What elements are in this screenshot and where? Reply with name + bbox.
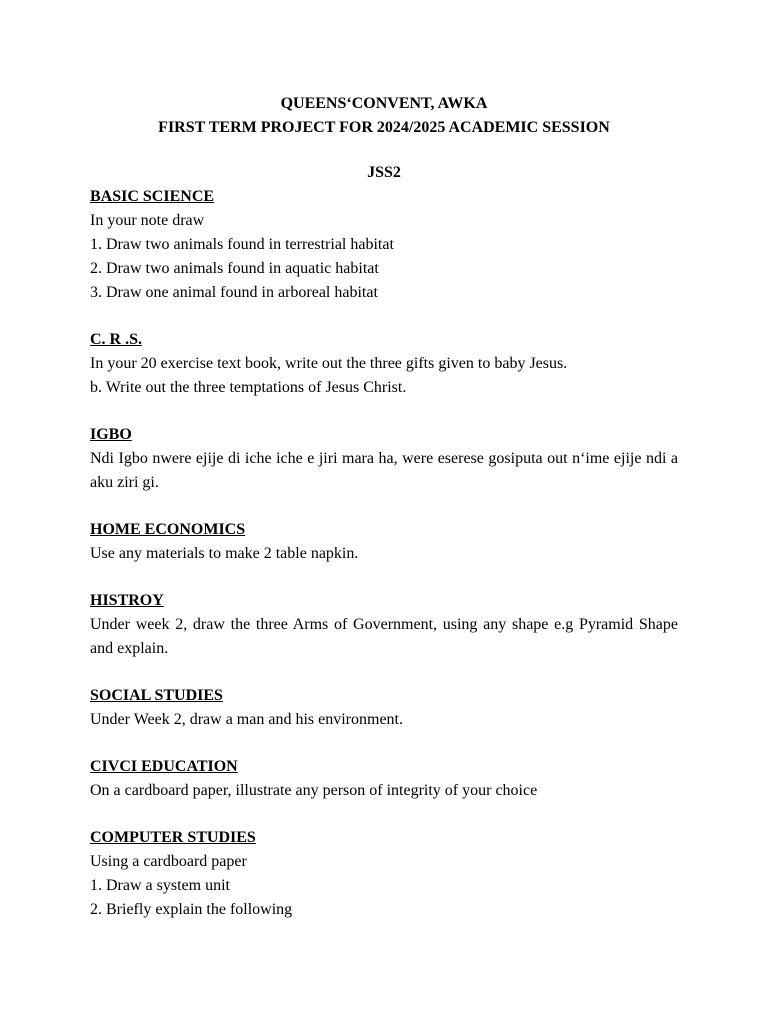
section-line: 3. Draw one animal found in arboreal habitat — [90, 284, 378, 301]
section-paragraph: Under week 2, draw the three Arms of Government, using any shape e.g Pyramid Shape and explain. — [90, 616, 678, 657]
section-computer-studies — [90, 826, 678, 922]
school-name: QUEENS‘CONVENT, AWKA — [280, 95, 488, 112]
section-heading: C. R .S. — [90, 331, 143, 348]
section-heading: COMPUTER STUDIES — [90, 829, 256, 846]
section-line: b. Write out the three temptations of Jesus Christ. — [90, 379, 407, 396]
section-heading: IGBO — [90, 426, 132, 443]
section-crs — [90, 328, 678, 400]
section-line: Using a cardboard paper — [90, 853, 247, 870]
section-heading: SOCIAL STUDIES — [90, 687, 223, 704]
project-title: FIRST TERM PROJECT FOR 2024/2025 ACADEMIC SESSION — [158, 119, 610, 136]
section-history — [90, 589, 678, 661]
section-line: Under Week 2, draw a man and his environment. — [90, 711, 403, 728]
section-heading: CIVCI EDUCATION — [90, 758, 238, 775]
section-civic-education — [90, 755, 678, 803]
class-label: JSS2 — [367, 164, 401, 181]
section-line: 1. Draw two animals found in terrestrial habitat — [90, 236, 394, 253]
section-home-economics — [90, 518, 678, 566]
section-igbo — [90, 423, 678, 495]
section-line: In your note draw — [90, 212, 205, 229]
section-heading: BASIC SCIENCE — [90, 188, 215, 205]
section-line: 2. Briefly explain the following — [90, 901, 293, 918]
document-page — [90, 92, 678, 922]
section-social-studies — [90, 684, 678, 732]
section-line: Use any materials to make 2 table napkin. — [90, 545, 359, 562]
section-line: 2. Draw two animals found in aquatic habitat — [90, 260, 379, 277]
section-line: 1. Draw a system unit — [90, 877, 230, 894]
section-heading: HISTROY — [90, 592, 164, 609]
section-heading: HOME ECONOMICS — [90, 521, 246, 538]
section-line: In your 20 exercise text book, write out the three gifts given to baby Jesus. — [90, 355, 568, 372]
section-paragraph: Ndi Igbo nwere ejije di iche iche e jiri mara ha, were eserese gosiputa out n‘ime ejije ndi a aku ziri gi. — [90, 450, 678, 491]
section-line: On a cardboard paper, illustrate any person of integrity of your choice — [90, 782, 538, 799]
section-basic-science — [90, 185, 678, 305]
